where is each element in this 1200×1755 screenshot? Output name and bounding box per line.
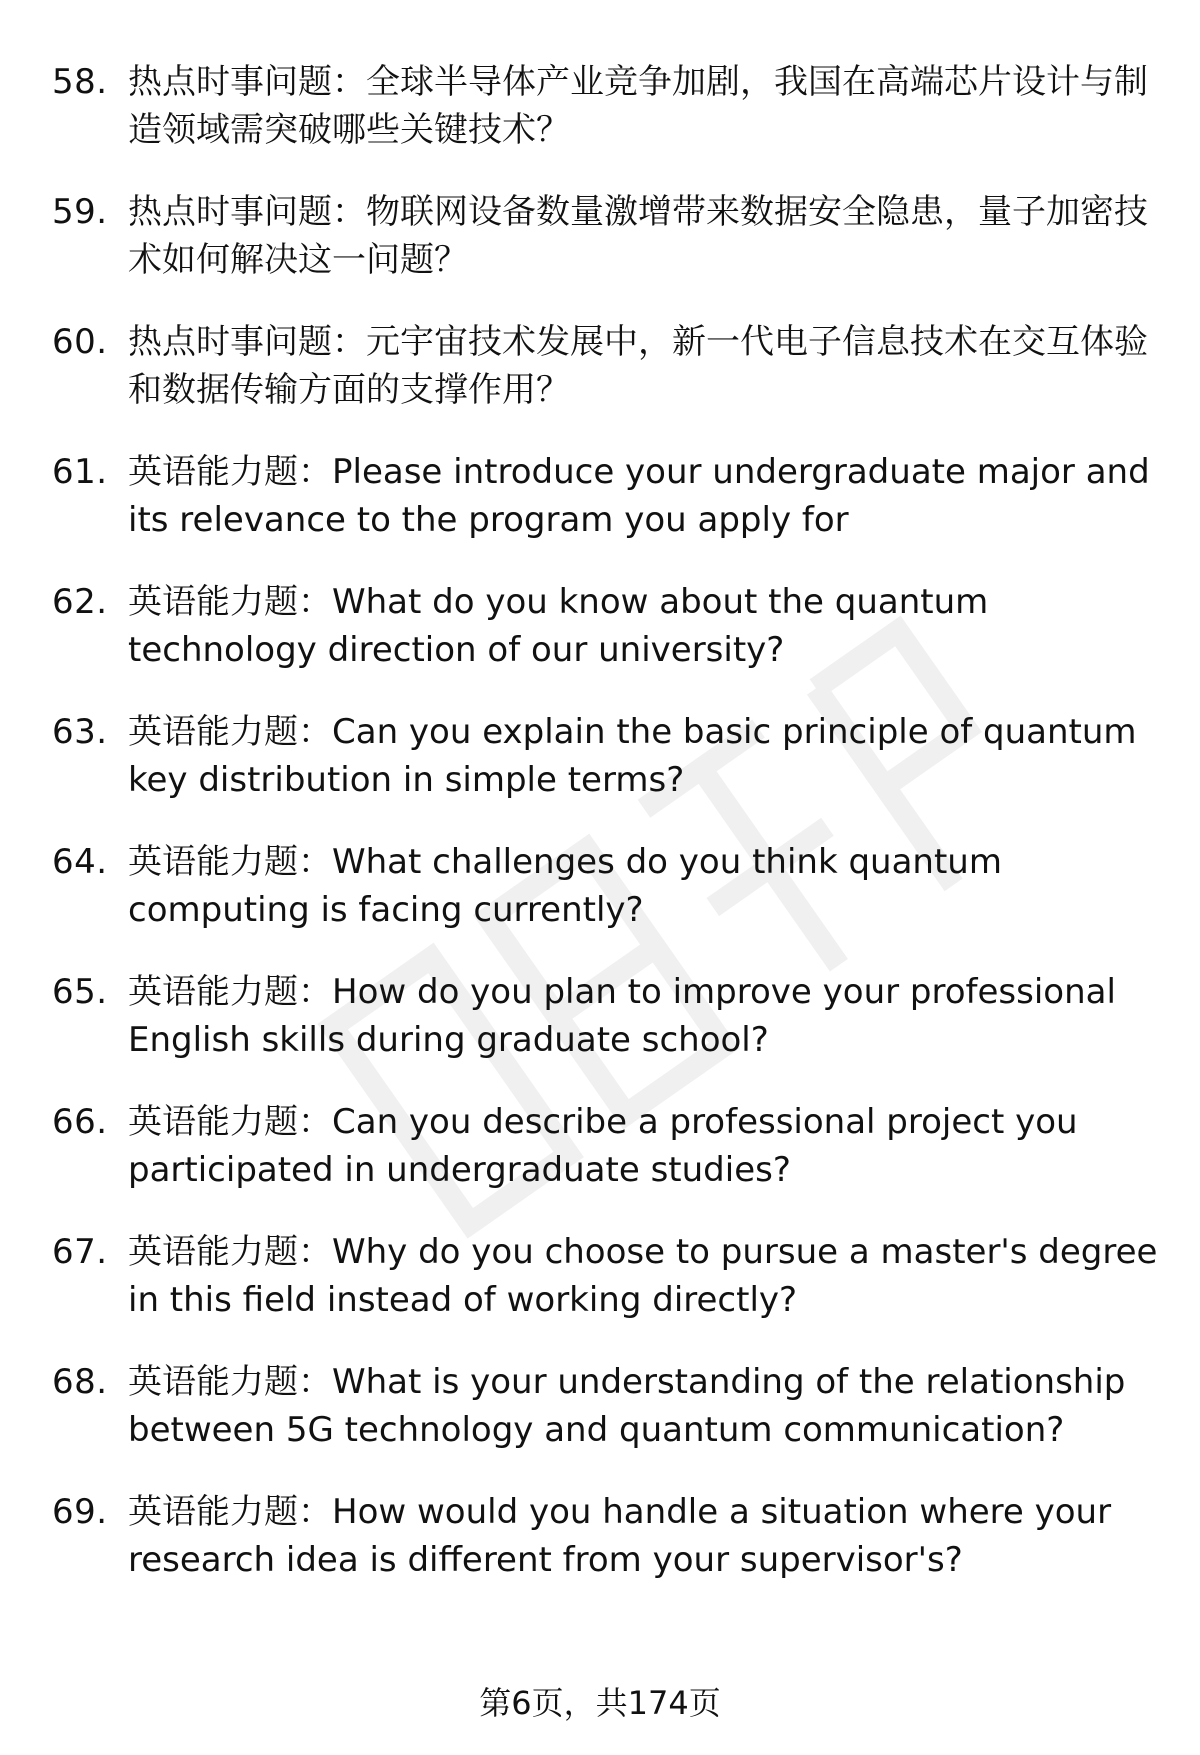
question-number: 68. [52,1362,108,1402]
question-body: Can you describe a professional project you participated in undergraduate studies? [128,1102,1078,1190]
question-text [128,188,1162,284]
question-body: What is your understanding of the relationship between 5G technology and quantum communication? [128,1362,1126,1450]
question-number: 66. [52,1102,108,1142]
question-body: What challenges do you think quantum computing is facing currently? [128,842,1002,930]
category-separator: ： [298,1362,332,1402]
question-text [128,1098,1162,1194]
list-item [52,578,1162,674]
question-number: 67. [52,1232,108,1272]
question-body: How do you plan to improve your professional English skills during graduate school? [128,972,1116,1060]
list-item [52,1358,1162,1454]
page-number-footer: 第6页，共174页 [479,1684,721,1722]
question-text [128,1358,1162,1454]
category-separator: ： [298,972,332,1012]
question-body: 物联网设备数量激增带来数据安全隐患，量子加密技术如何解决这一问题？ [128,192,1148,280]
question-text [128,708,1162,804]
category-separator: ： [298,842,332,882]
question-number: 69. [52,1492,108,1532]
list-item [52,318,1162,414]
question-text [128,838,1162,934]
list-item [52,1098,1162,1194]
question-body: 元宇宙技术发展中，新一代电子信息技术在交互体验和数据传输方面的支撑作用？ [128,322,1148,410]
list-item [52,1488,1162,1584]
question-number: 64. [52,842,108,882]
category-separator: ： [298,1492,332,1532]
category-separator: ： [332,192,366,232]
question-body: Can you explain the basic principle of quantum key distribution in simple terms? [128,712,1137,800]
list-item [52,448,1162,544]
question-text [128,578,1162,674]
category-separator: ： [298,582,332,622]
list-item [52,708,1162,804]
question-category: 热点时事问题 [128,322,332,362]
list-item [52,1228,1162,1324]
question-number: 60. [52,322,108,362]
question-category: 英语能力题 [128,582,298,622]
question-number: 58. [52,62,108,102]
question-body: Why do you choose to pursue a master's degree in this field instead of working directly? [128,1232,1158,1320]
question-text [128,58,1162,154]
question-category: 英语能力题 [128,1492,298,1532]
question-category: 英语能力题 [128,1362,298,1402]
question-category: 英语能力题 [128,1232,298,1272]
question-category: 英语能力题 [128,972,298,1012]
question-body: How would you handle a situation where your research idea is different from your supervisor's? [128,1492,1112,1580]
question-category: 英语能力题 [128,842,298,882]
question-text [128,448,1162,544]
question-category: 英语能力题 [128,1102,298,1142]
question-number: 62. [52,582,108,622]
question-category: 英语能力题 [128,452,298,492]
question-category: 英语能力题 [128,712,298,752]
question-body: 全球半导体产业竞争加剧，我国在高端芯片设计与制造领域需突破哪些关键技术？ [128,62,1148,150]
list-item [52,188,1162,284]
list-item [52,58,1162,154]
question-text [128,1488,1162,1584]
question-number: 65. [52,972,108,1012]
category-separator: ： [298,712,332,752]
question-body: What do you know about the quantum technology direction of our university? [128,582,989,670]
question-text [128,968,1162,1064]
category-separator: ： [298,1102,332,1142]
question-body: Please introduce your undergraduate major and its relevance to the program you apply for [128,452,1150,540]
category-separator: ： [332,322,366,362]
list-item [52,968,1162,1064]
question-number: 63. [52,712,108,752]
question-category: 热点时事问题 [128,62,332,102]
question-text [128,318,1162,414]
category-separator: ： [298,452,332,492]
question-category: 热点时事问题 [128,192,332,232]
question-list [52,58,1162,1584]
category-separator: ： [332,62,366,102]
question-number: 59. [52,192,108,232]
question-number: 61. [52,452,108,492]
category-separator: ： [298,1232,332,1272]
question-text [128,1228,1162,1324]
list-item [52,838,1162,934]
